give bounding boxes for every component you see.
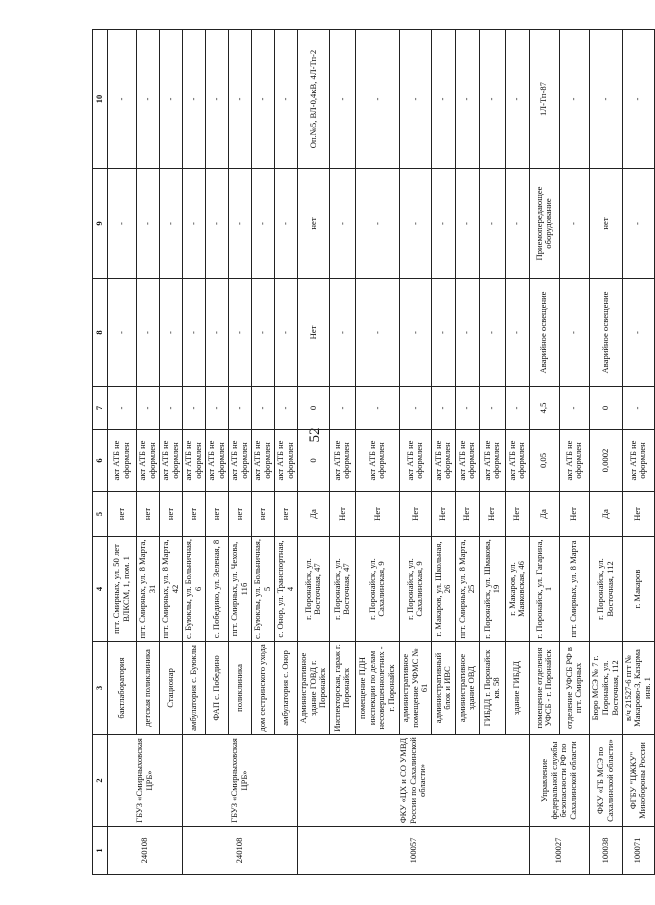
cell-col7: - [183,387,206,430]
table-row [622,30,654,875]
object-name-cell: в/ч 21527-6 пгт № Макарово-3, Казарма инв. 1 [622,642,654,735]
cell-col10: - [275,30,298,169]
cell-col10: - [229,30,252,169]
rotated-table-container [92,30,652,875]
cell-col5: Да [529,492,559,537]
cell-col7: - [229,387,252,430]
cell-col8: - [137,279,160,387]
address-cell: пгт. Смирных, ул. 8 Марта, 31 [137,537,160,642]
cell-col5: Да [589,492,622,537]
cell-col9: - [622,169,654,279]
cell-col10: - [137,30,160,169]
table-row [298,30,330,875]
cell-col7: - [108,387,137,430]
object-name-cell: помещение отделения УФСБ - г. Поронайск [529,642,559,735]
cell-col9: - [160,169,183,279]
cell-col6: 0 [298,430,330,492]
org-name-cell: ГБУЗ «Смирныховская ЦРБ» [108,735,183,827]
address-cell: с. Онор, ул. Транспортная, 4 [275,537,298,642]
cell-col5: нет [108,492,137,537]
address-cell: с. Победино, ул. Зеленая, 8 [206,537,229,642]
cell-col8: - [455,279,479,387]
cell-col8: - [229,279,252,387]
cell-col7: - [431,387,455,430]
object-name-cell: Инспекторская, гараж г. Поронайск [329,642,355,735]
cell-col6: акт АТБ не оформлен [455,430,479,492]
data-table [92,29,655,875]
cell-col8: - [622,279,654,387]
cell-col6: акт АТБ не оформлен [505,430,529,492]
org-name-cell: ФКУ «ГБ МСЭ по Сахалинской области» [589,735,622,827]
cell-col6: 0,05 [529,430,559,492]
cell-col10: - [355,30,399,169]
object-name-cell: Бюро МСЭ № 7 г. Поронайск, ул. Восточная, 112 [589,642,622,735]
cell-col10: - [329,30,355,169]
cell-col6: 0,0002 [589,430,622,492]
cell-col10: - [252,30,275,169]
cell-col7: - [137,387,160,430]
object-name-cell: ФАП с. Победино [206,642,229,735]
cell-col8: - [505,279,529,387]
cell-col5: Нет [329,492,355,537]
org-code-cell: 100057 [298,827,530,875]
cell-col5: нет [137,492,160,537]
cell-col10: - [479,30,505,169]
cell-col6: акт АТБ не оформлен [108,430,137,492]
address-cell: с. Буюклы, ул. Больничная, 5 [252,537,275,642]
cell-col6: акт АТБ не оформлен [252,430,275,492]
column-header: 9 [93,169,108,279]
cell-col5: Нет [431,492,455,537]
cell-col8: - [252,279,275,387]
address-cell: пгт. Смирных, ул. Чехова, 11б [229,537,252,642]
address-cell: пгт. Смирных, ул. 50 лет ВЛКСМ, 1, пом. 1 [108,537,137,642]
table-row [183,30,206,875]
cell-col5: Нет [559,492,589,537]
cell-col10: - [622,30,654,169]
cell-col10: - [589,30,622,169]
cell-col8: - [399,279,431,387]
cell-col10: - [108,30,137,169]
cell-col9: - [329,169,355,279]
address-cell: г. Поронайск, ул. Сахалинская, 9 [399,537,431,642]
object-name-cell: ГИБДД г. Поронайск кв. 58 [479,642,505,735]
cell-col8: - [275,279,298,387]
object-name-cell: поликлиника [229,642,252,735]
cell-col7: - [355,387,399,430]
cell-col5: нет [206,492,229,537]
cell-col5: нет [160,492,183,537]
org-code-cell: 100071 [622,827,654,875]
cell-col8: - [108,279,137,387]
cell-col9: Приемопередающее оборудование [529,169,559,279]
cell-col6: акт АТБ не оформлен [622,430,654,492]
cell-col8: - [431,279,455,387]
address-cell: пгт. Смирных, ул. 8 Марта, 42 [160,537,183,642]
cell-col9: - [479,169,505,279]
column-header: 5 [93,492,108,537]
cell-col9: - [455,169,479,279]
cell-col8: - [559,279,589,387]
cell-col8: - [206,279,229,387]
object-name-cell: административный блок и ИВС [431,642,455,735]
cell-col6: акт АТБ не оформлен [479,430,505,492]
page-number: 52 [307,427,323,443]
cell-col6: акт АТБ не оформлен [399,430,431,492]
column-header: 2 [93,735,108,827]
cell-col9: - [275,169,298,279]
cell-col5: Нет [505,492,529,537]
cell-col9: нет [298,169,330,279]
cell-col5: нет [183,492,206,537]
cell-col8: Аварийное освещение [529,279,559,387]
cell-col5: Нет [399,492,431,537]
cell-col9: - [137,169,160,279]
cell-col6: акт АТБ не оформлен [229,430,252,492]
cell-col6: акт АТБ не оформлен [355,430,399,492]
cell-col6: акт АТБ не оформлен [137,430,160,492]
cell-col9: - [252,169,275,279]
cell-col9: - [559,169,589,279]
cell-col9: - [183,169,206,279]
address-cell: с. Буюклы, ул. Больничная, 6 [183,537,206,642]
table-row [589,30,622,875]
cell-col6: акт АТБ не оформлен [183,430,206,492]
column-header: 4 [93,537,108,642]
cell-col8: Аварийное освещение [589,279,622,387]
cell-col6: акт АТБ не оформлен [160,430,183,492]
cell-col10: 1Л-Тп-87 [529,30,559,169]
cell-col6: акт АТБ не оформлен [559,430,589,492]
object-name-cell: амбулатория с. Буюклы [183,642,206,735]
column-header: 1 [93,827,108,875]
cell-col5: Нет [355,492,399,537]
column-header: 8 [93,279,108,387]
cell-col9: - [206,169,229,279]
cell-col5: Нет [479,492,505,537]
object-name-cell: помещение ПДН инспекции по делам несовершеннолетних - г. Поронайск [355,642,399,735]
address-cell: г. Поронайск, ул. Восточная, 47 [329,537,355,642]
cell-col8: - [355,279,399,387]
cell-col10: - [505,30,529,169]
cell-col9: - [355,169,399,279]
object-name-cell: амбулатория с. Онор [275,642,298,735]
cell-col9: - [399,169,431,279]
cell-col10: - [183,30,206,169]
cell-col5: Нет [622,492,654,537]
address-cell: пгт. Смирных, ул. 8 Марта [559,537,589,642]
cell-col7: - [479,387,505,430]
cell-col10: - [559,30,589,169]
cell-col10: - [455,30,479,169]
cell-col9: - [108,169,137,279]
cell-col7: - [559,387,589,430]
cell-col7: - [622,387,654,430]
cell-col7: - [275,387,298,430]
column-header: 7 [93,387,108,430]
org-name-cell: Управление федеральной службы безопасности РФ по Сахалинской области [529,735,589,827]
cell-col6: акт АТБ не оформлен [329,430,355,492]
org-code-cell: 100038 [589,827,622,875]
cell-col8: - [183,279,206,387]
object-name-cell: административное здание ОВД [455,642,479,735]
table-row [529,30,559,875]
address-cell: г. Поронайск, ул. Восточная, 112 [589,537,622,642]
cell-col5: нет [229,492,252,537]
cell-col10: Оп.№5, ВЛ-0,4кВ, 4Л-Тп-2 [298,30,330,169]
org-name-cell: ГБУЗ «Смирныховская ЦРБ» [183,735,298,827]
cell-col9: - [229,169,252,279]
object-name-cell: отделение УФСБ РФ в пгт. Смирных [559,642,589,735]
cell-col7: - [455,387,479,430]
cell-col8: Нет [298,279,330,387]
org-code-cell: 240108 [108,827,183,875]
cell-col9: - [505,169,529,279]
cell-col10: - [206,30,229,169]
cell-col7: 4,5 [529,387,559,430]
table-row [108,30,137,875]
column-header: 3 [93,642,108,735]
cell-col6: акт АТБ не оформлен [275,430,298,492]
org-code-cell: 240108 [183,827,298,875]
cell-col8: - [479,279,505,387]
org-name-cell: ФКУ «ЦХ и СО УМВД России по Сахалинской области» [298,735,530,827]
cell-col7: 0 [298,387,330,430]
org-name-cell: ФГБУ "ЦЖКУ" Минобороны России [622,735,654,827]
cell-col5: нет [275,492,298,537]
cell-col10: - [160,30,183,169]
cell-col6: акт АТБ не оформлен [431,430,455,492]
object-name-cell: Административное здание ГОВД г. Поронайск [298,642,330,735]
object-name-cell: бактлаборатория [108,642,137,735]
cell-col5: Да [298,492,330,537]
object-name-cell: здание ГИБДД [505,642,529,735]
cell-col9: нет [589,169,622,279]
address-cell: г. Поронайск, ул. Гагарина, 1 [529,537,559,642]
org-code-cell: 100027 [529,827,589,875]
cell-col8: - [329,279,355,387]
address-cell: г. Поронайск, ул. Сахалинская, 9 [355,537,399,642]
cell-col8: - [160,279,183,387]
cell-col7: - [252,387,275,430]
object-name-cell: административное помещение УФМС № 61 [399,642,431,735]
cell-col5: Нет [455,492,479,537]
address-cell: пгт. Смирных, ул. 8 Марта, 25 [455,537,479,642]
address-cell: г. Макаров [622,537,654,642]
cell-col7: - [160,387,183,430]
cell-col7: 0 [589,387,622,430]
cell-col10: - [399,30,431,169]
header-row [93,30,108,875]
column-header: 10 [93,30,108,169]
address-cell: г. Поронайск, ул. Шмакова, 19 [479,537,505,642]
cell-col9: - [431,169,455,279]
column-header: 6 [93,430,108,492]
cell-col7: - [399,387,431,430]
cell-col5: нет [252,492,275,537]
object-name-cell: дом сестринского ухода [252,642,275,735]
cell-col7: - [206,387,229,430]
cell-col10: - [431,30,455,169]
object-name-cell: детская поликлиника [137,642,160,735]
address-cell: г. Поронайск, ул. Восточная, 47 [298,537,330,642]
cell-col7: - [505,387,529,430]
address-cell: г. Макаров, ул. Маяковская, 46 [505,537,529,642]
cell-col7: - [329,387,355,430]
cell-col6: акт АТБ не оформлен [206,430,229,492]
address-cell: г. Макаров, ул. Школьная, 26 [431,537,455,642]
object-name-cell: Стационар [160,642,183,735]
